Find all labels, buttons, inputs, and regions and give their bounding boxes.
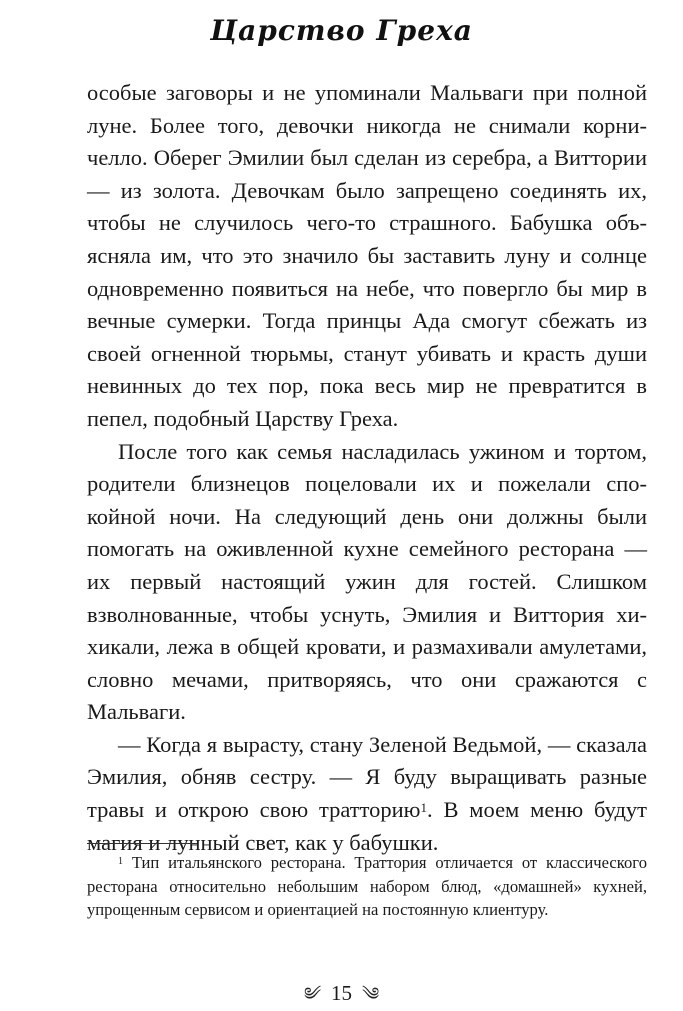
page-folio xyxy=(0,979,683,1008)
page-number: 15 xyxy=(331,981,352,1005)
paragraph-2: После того как семья насладилась ужином и тортом, родители близнецов поцеловали их и пожелали спокойной ночи. На следующий день они должны были помогать на оживленной кухне семейного ресторана — их первый настоящий ужин для гостей. Слишком взволнованные, чтобы уснуть, Эмилия и Виттория хихикали, лежа в общей кровати, и размахивали амулетами, словно мечами, притворяясь, что они сражаются с Мальваги. xyxy=(87,438,647,725)
ornament-left-icon: ༄ xyxy=(303,984,321,1004)
body-text xyxy=(87,77,647,859)
paragraph-3 xyxy=(87,729,647,859)
paragraph-3-text-after-note: . В моем меню будут магия и лунный свет, как у бабушки. xyxy=(87,797,647,855)
footnote xyxy=(87,851,647,922)
paragraph-1: особые заговоры и не упоминали Мальваги при полной луне. Более того, девочки никогда не снимали корничелло. Оберег Эмилии был сделан из серебра, а Виттории — из золота. Девочкам было запрещено соединять их, чтобы не случилось чего-то страшного. Бабушка объясняла им, что это значило бы заставить луну и солнце одновременно появиться на небе, что повергло бы мир в вечные сумерки. Тогда принцы Ада смогут сбежать из своей огненной тюрьмы, станут убивать и красть души невинных до тех пор, пока весь мир не превратится в пепел, подобный Царству Греха. xyxy=(87,80,647,431)
footnote-text: Тип итальянского ресторана. Траттория отличается от классического ресторана относительно небольшим набором блюд, «домашней» кухней, упрощенным сервисом и ориентацией на постоянную клиентуру. xyxy=(87,853,647,919)
footnote-divider xyxy=(87,843,197,844)
footnote-reference: 1 xyxy=(420,800,427,816)
running-head: Царство Греха xyxy=(210,14,473,47)
paragraph-3-text-before-note: — Когда я вырасту, стану Зеленой Ведьмой, — сказала Эмилия, обняв сестру. — Я буду выращивать разные травы и открою свою тратторию xyxy=(87,731,647,823)
footnote-mark: 1 xyxy=(118,856,123,867)
ornament-right-icon: ༄ xyxy=(362,984,380,1004)
